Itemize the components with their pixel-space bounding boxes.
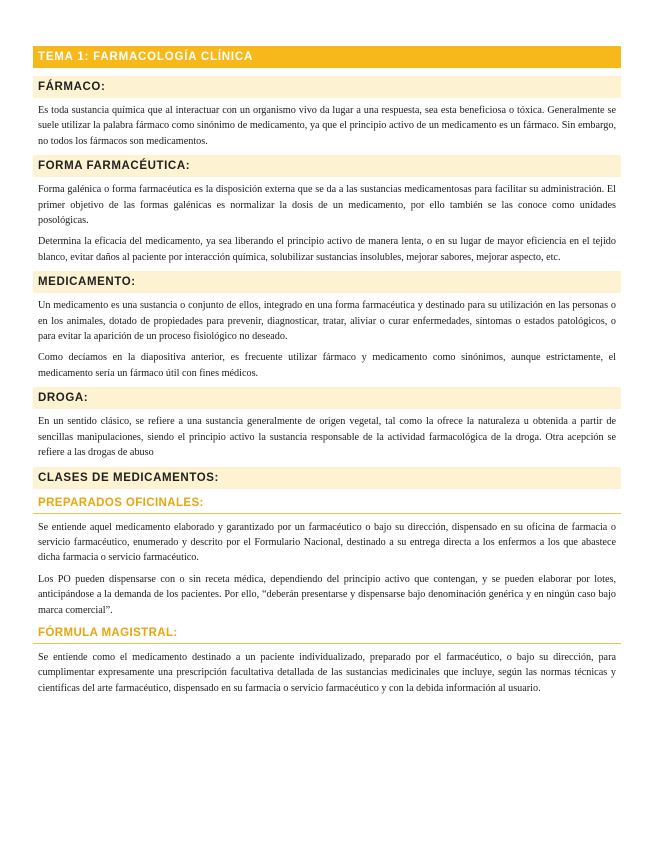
subsection-heading-formula-magistral: FÓRMULA MAGISTRAL: <box>33 624 621 644</box>
paragraph-farmaco-1: Es toda sustancia química que al interactuar con un organismo vivo da lugar a una respuesta, sea esta beneficiosa o tóxica. Generalmente se suele utilizar la palabra fármaco como sinónimo de medicamento, ya que el principio activo de un medicamento es un fármaco. Sin embargo, no todos los fármacos son medicamentos. <box>38 105 616 147</box>
paragraph-medicamento-1: Un medicamento es una sustancia o conjunto de ellos, integrado en una forma farmacéutica y destinado para su utilización en las personas o en los animales, dotado de propiedades para prevenir, diagnosticar, tratar, aliviar o curar enfermedades, síntomas o estados patológicos, o para evitar la aparición de un proceso fisiológico no deseado. <box>38 300 616 343</box>
paragraph-formula-1: Se entiende como el medicamento destinado a un paciente individualizado, preparado por el farmacéutico, o bajo su dirección, para cumplimentar expresamente una prescripción facultativa detallada de las sustancias medicinales que incluye, según las normas técnicas y científicas del arte farmacéutico, dispensado en su farmacia o servicio farmacéutico y con la debida información al usuario. <box>38 651 616 694</box>
section-heading-forma-farmaceutica: FORMA FARMACÉUTICA: <box>33 155 621 177</box>
subsection-heading-preparados-oficinales: PREPARADOS OFICINALES: <box>33 494 621 514</box>
section-heading-clases-medicamentos: CLASES DE MEDICAMENTOS: <box>33 467 621 489</box>
paragraph-forma-1: Forma galénica o forma farmacéutica es la disposición externa que se da a las sustancias medicamentosas para facilitar su administración. El primer objetivo de las formas galénicas es normalizar la dosis de un medicamento, por ello también se las conoce como unidades posológicas. <box>38 184 616 227</box>
paragraph-medicamento-2: Como decíamos en la diapositiva anterior, es frecuente utilizar fármaco y medicamento como sinónimos, aunque estrictamente, el medicamento sería un fármaco útil con fines médicos. <box>38 352 616 379</box>
paragraph-preparados-2: Los PO pueden dispensarse con o sin receta médica, dependiendo del principio activo que contengan, y se pueden elaborar por lotes, anticipándose a la demanda de los pacientes. Por ello, “deberán presentarse y dispensarse bajo denominación genérica y en ningún caso bajo marca comercial”. <box>38 573 616 616</box>
paragraph-droga-1: En un sentido clásico, se refiere a una sustancia generalmente de origen vegetal, tal como la ofrece la naturaleza u obtenida a partir de sencillas manipulaciones, siendo el principio activo la sustancia responsable de la actividad farmacológica de la droga. Otra acepción se refiere a las drogas de abuso <box>38 416 616 459</box>
document-title: TEMA 1: FARMACOLOGÍA CLÍNICA <box>33 46 621 68</box>
paragraph-forma-2: Determina la eficacia del medicamento, ya sea liberando el principio activo de manera lenta, o en su lugar de mayor eficiencia en el tejido blanco, evitar daños al paciente por interacción química, solubilizar sustancias insolubles, mejorar sabores, mejorar aspecto, etc. <box>38 236 616 263</box>
section-heading-droga: DROGA: <box>33 387 621 409</box>
section-heading-farmaco: FÁRMACO: <box>33 76 621 98</box>
section-heading-medicamento: MEDICAMENTO: <box>33 271 621 293</box>
paragraph-preparados-1: Se entiende aquel medicamento elaborado y garantizado por un farmacéutico o bajo su dirección, dispensado en su oficina de farmacia o servicio farmacéutico, enumerado y descrito por el Formulario Nacional, destinado a su entrega directa a los enfermos a los que abastece dicha farmacia o servicio farmacéutico. <box>38 521 616 564</box>
document-content <box>33 46 621 702</box>
